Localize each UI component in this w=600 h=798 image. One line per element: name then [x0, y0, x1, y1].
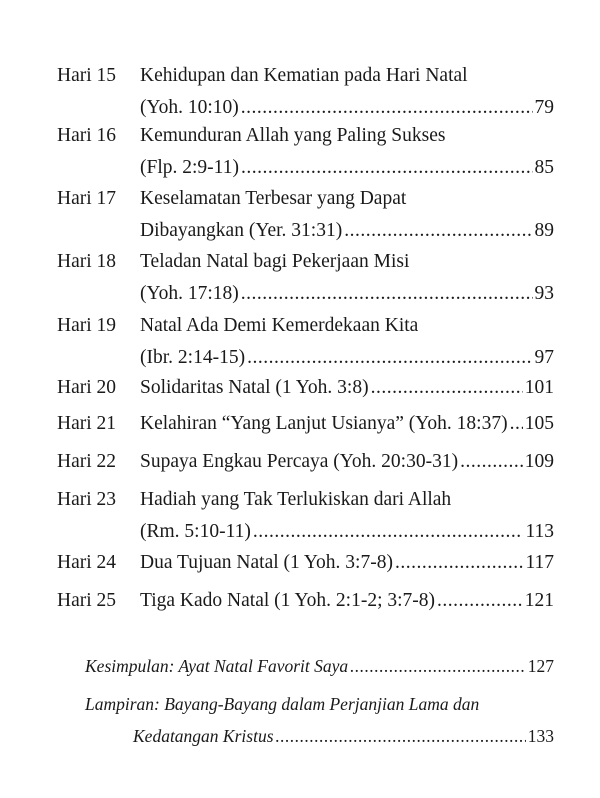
dot-leader [350, 652, 526, 680]
toc-page-number: 93 [534, 283, 554, 304]
toc-leader-line [140, 547, 554, 578]
toc-title: Supaya Engkau Percaya (Yoh. 20:30-31) [140, 451, 459, 472]
toc-conclusion-title: Kesimpulan: Ayat Natal Favorit Saya [85, 656, 349, 676]
toc-day: Hari 19 [57, 315, 117, 336]
toc-title: Hadiah yang Tak Terlukiskan dari Allah [140, 489, 452, 510]
toc-leader-line [140, 152, 554, 183]
toc-page-number: 89 [534, 220, 554, 241]
toc-day: Hari 20 [57, 377, 117, 398]
toc-leader-line [140, 342, 554, 373]
dot-leader [241, 152, 533, 183]
toc-leader-line [133, 722, 554, 750]
toc-title: Kelahiran “Yang Lanjut Usianya” (Yoh. 18:37) [140, 413, 508, 434]
toc-title: Solidaritas Natal (1 Yoh. 3:8) [140, 377, 369, 398]
toc-leader-line [140, 585, 554, 616]
toc-day: Hari 22 [57, 451, 117, 472]
toc-day: Hari 24 [57, 552, 117, 573]
toc-day: Hari 21 [57, 413, 117, 434]
dot-leader [253, 516, 524, 547]
toc-leader-line [140, 446, 554, 477]
toc-day: Hari 25 [57, 590, 117, 611]
toc-title-cont: (Yoh. 17:18) [140, 283, 239, 304]
toc-page-number: 109 [524, 451, 554, 472]
toc-title: Keselamatan Terbesar yang Dapat [140, 188, 407, 209]
toc-day: Hari 18 [57, 251, 117, 272]
toc-leader-line [140, 516, 554, 547]
toc-page-number: 85 [534, 157, 554, 178]
toc-day: Hari 17 [57, 188, 117, 209]
toc-title: Natal Ada Demi Kemerdekaan Kita [140, 315, 419, 336]
dot-leader [247, 342, 532, 373]
dot-leader [344, 215, 532, 246]
dot-leader [460, 446, 523, 477]
toc-leader-line [140, 215, 554, 246]
dot-leader [371, 372, 523, 403]
toc-page-number: 101 [524, 377, 554, 398]
toc-title: Tiga Kado Natal (1 Yoh. 2:1-2; 3:7-8) [140, 590, 436, 611]
toc-page-number: 117 [525, 552, 554, 573]
toc-title-cont: (Ibr. 2:14-15) [140, 347, 246, 368]
toc-page-number: 113 [525, 521, 554, 542]
toc-title: Dua Tujuan Natal (1 Yoh. 3:7-8) [140, 552, 393, 573]
toc-page-number: 121 [524, 590, 554, 611]
dot-leader [437, 585, 523, 616]
dot-leader [395, 547, 524, 578]
toc-title-cont: (Flp. 2:9-11) [140, 157, 239, 178]
toc-page-number: 97 [534, 347, 554, 368]
toc-page-number: 127 [527, 656, 554, 676]
toc-title-cont: (Yoh. 10:10) [140, 97, 239, 118]
toc-title-cont: Dibayangkan (Yer. 31:31) [140, 220, 343, 241]
toc-appendix-title: Lampiran: Bayang-Bayang dalam Perjanjian Lama dan [85, 694, 480, 714]
toc-title: Kehidupan dan Kematian pada Hari Natal [140, 65, 468, 86]
toc-leader-line [140, 92, 554, 123]
toc-conclusion-entry[interactable] [85, 652, 554, 680]
toc-day: Hari 16 [57, 125, 117, 146]
toc-page-number: 79 [534, 97, 554, 118]
toc-appendix-title-cont: Kedatangan Kristus [133, 726, 274, 746]
dot-leader [276, 722, 526, 750]
toc-day: Hari 23 [57, 489, 117, 510]
toc-title: Teladan Natal bagi Pekerjaan Misi [140, 251, 410, 272]
toc-leader-line [140, 278, 554, 309]
toc-leader-line [140, 372, 554, 403]
toc-day: Hari 15 [57, 65, 117, 86]
dot-leader [241, 278, 533, 309]
dot-leader [510, 408, 523, 439]
toc-appendix-entry[interactable] [85, 690, 554, 750]
toc-title: Kemunduran Allah yang Paling Sukses [140, 125, 446, 146]
toc-leader-line [85, 652, 554, 680]
toc-title-cont: (Rm. 5:10-11) [140, 521, 251, 542]
toc-leader-line [140, 408, 554, 439]
toc-page-number: 133 [527, 726, 554, 746]
toc-page-number: 105 [524, 413, 554, 434]
dot-leader [241, 92, 533, 123]
